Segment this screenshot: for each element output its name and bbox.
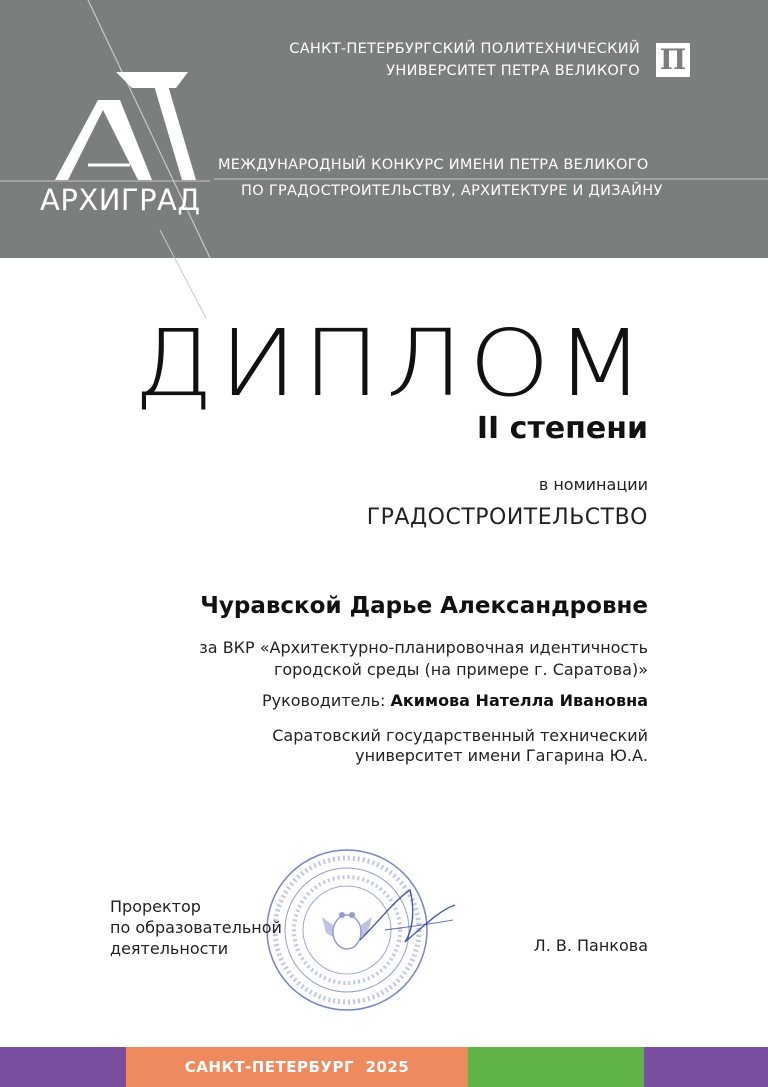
organization xyxy=(272,726,648,766)
polytech-pi-icon: П xyxy=(656,43,690,77)
supervisor xyxy=(262,691,648,710)
signatory-role xyxy=(110,896,282,959)
logo-wordmark: АРХИГРАД xyxy=(40,183,201,217)
footer-segment-1 xyxy=(0,1047,126,1087)
supervisor-label: Руководитель: xyxy=(261,691,391,710)
organization-line-1: Саратовский государственный технический xyxy=(272,726,648,745)
work-title-line-1: за ВКР «Архитектурно-планировочная идентичность xyxy=(199,638,648,657)
signatory-role-line-1: Проректор xyxy=(110,897,201,916)
decor-diagonal-line xyxy=(0,0,768,320)
footer-segment-4 xyxy=(644,1047,768,1087)
nomination-value: ГРАДОСТРОИТЕЛЬСТВО xyxy=(366,505,648,530)
recipient-name: Чуравской Дарье Александровне xyxy=(200,593,648,619)
organization-line-2: университет имени Гагарина Ю.А. xyxy=(355,746,648,765)
handwritten-signature xyxy=(355,880,465,950)
diploma-degree: II степени xyxy=(476,411,648,446)
contest-title-line-1: МЕЖДУНАРОДНЫЙ КОНКУРС ИМЕНИ ПЕТРА ВЕЛИКОГО xyxy=(218,157,649,173)
diploma-title: ДИПЛОМ xyxy=(133,310,650,417)
supervisor-name: Акимова Нателла Ивановна xyxy=(390,691,648,710)
work-title xyxy=(199,637,648,681)
contest-title-line-2: ПО ГРАДОСТРОИТЕЛЬСТВУ, АРХИТЕКТУРЕ И ДИЗАЙНУ xyxy=(241,183,663,199)
signatory-role-line-2: по образовательной xyxy=(110,918,282,937)
work-title-line-2: городской среды (на примере г. Саратова)» xyxy=(273,660,648,679)
signatory-name: Л. В. Панкова xyxy=(533,936,648,955)
footer-segment-3 xyxy=(468,1047,644,1087)
footer-city-year: САНКТ-ПЕТЕРБУРГ 2025 xyxy=(184,1058,410,1076)
university-line-2: УНИВЕРСИТЕТ ПЕТРА ВЕЛИКОГО xyxy=(386,63,640,79)
university-line-1: САНКТ-ПЕТЕРБУРГСКИЙ ПОЛИТЕХНИЧЕСКИЙ xyxy=(289,41,640,57)
signatory-role-line-3: деятельности xyxy=(110,939,229,958)
footer-bar xyxy=(0,1047,768,1087)
nomination-label: в номинации xyxy=(538,475,648,494)
